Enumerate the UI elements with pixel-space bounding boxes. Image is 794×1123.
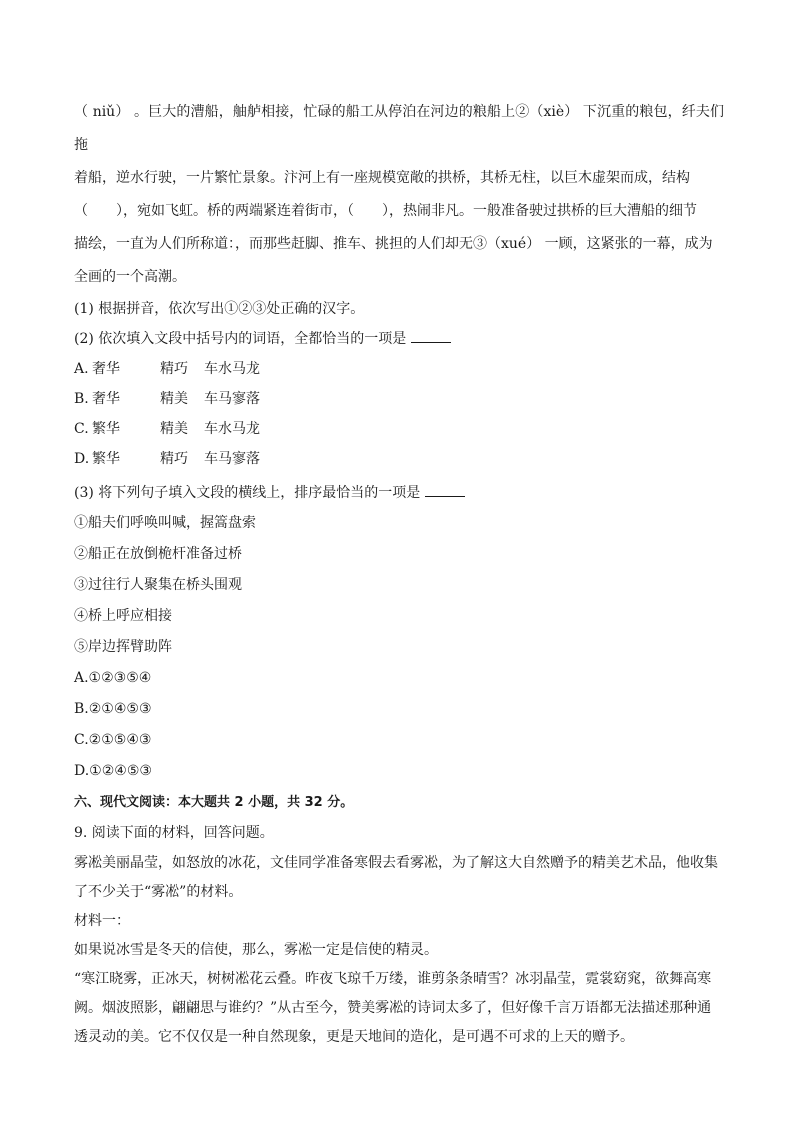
- option-b: B.②①④⑤③: [74, 701, 152, 717]
- passage-line: （ niǔ） 。巨大的漕船，舳舻相接，忙碌的船工从停泊在河边的粮船上②（xiè） 下沉重的粮包，纤夫们拖: [74, 104, 724, 153]
- question-9-intro: [74, 849, 724, 907]
- option-a: A.①②③⑤④: [74, 670, 152, 686]
- question-9-title: 9. 阅读下面的材料，回答问题。: [74, 825, 274, 841]
- option-word-2: 精美: [160, 391, 188, 407]
- option-word-1: 奢华: [92, 361, 120, 377]
- exam-page: [74, 96, 724, 1052]
- material-one: [74, 936, 724, 1052]
- passage-line: 着船，逆水行驶，一片繁忙景象。汴河上有一座规模宽敞的拱桥，其桥无柱，以巨木虚架而成，结构: [74, 170, 690, 186]
- option-word-1: 繁华: [92, 451, 120, 467]
- passage: [74, 96, 724, 294]
- material-line: “寒江晓雾，正冰天，树树凇花云叠。昨夜飞琼千万缕，谁剪条条晴雪？冰羽晶莹，霓裳窈窕，欲舞高寒: [74, 971, 712, 987]
- intro-line: 雾凇美丽晶莹，如怒放的冰花，文佳同学准备寒假去看雾凇，为了解这大自然赠予的精美艺术品，他收集: [74, 855, 718, 871]
- option-word-2: 精巧: [160, 451, 188, 467]
- option-word-2: 精巧: [160, 361, 188, 377]
- option-c: C.②①⑤④③: [74, 732, 152, 748]
- option-word-2: 精美: [160, 421, 188, 437]
- material-line: 如果说冰雪是冬天的信使，那么，雾凇一定是信使的精灵。: [74, 942, 438, 958]
- option-d: D.①②④⑤③: [74, 763, 152, 779]
- question-2-text: (2) 依次填入文段中括号内的词语，全都恰当的一项是: [74, 331, 407, 347]
- material-line: 透灵动的美。它不仅仅是一种自然现象，更是天地间的造化，是可遇不可求的上天的赠予。: [74, 1029, 634, 1045]
- passage-line: 全画的一个高潮。: [74, 269, 186, 285]
- option-a: [74, 354, 724, 384]
- option-d: [74, 444, 724, 474]
- sentence-item: ④桥上呼应相接: [74, 608, 172, 624]
- section-heading: 六、现代文阅读：本大题共 2 小题，共 32 分。: [74, 795, 354, 810]
- question-3-options: [74, 663, 724, 787]
- option-word-3: 车水马龙: [204, 421, 260, 437]
- material-line: 阙。烟波照影，翩翩思与谁约？”从古至今，赞美雾凇的诗词太多了，但好像千言万语都无法描述那种通: [74, 1000, 712, 1016]
- sentence-item: ①船夫们呼唤叫喊，握篙盘索: [74, 515, 256, 531]
- option-word-3: 车马寥落: [204, 451, 260, 467]
- question-3-sentences: [74, 508, 724, 663]
- question-2: [74, 324, 724, 354]
- material-label: 材料一：: [74, 913, 130, 929]
- answer-blank: [411, 330, 451, 343]
- passage-line: （ ），宛如飞虹。桥的两端紧连着街市，（ ），热闹非凡。一般准备驶过拱桥的巨大漕船的细节: [74, 203, 697, 219]
- question-2-options: [74, 354, 724, 474]
- option-letter: D.: [74, 451, 90, 467]
- sentence-item: ⑤岸边挥臂助阵: [74, 639, 172, 655]
- option-word-1: 繁华: [92, 421, 120, 437]
- option-word-3: 车水马龙: [204, 361, 260, 377]
- option-word-1: 奢华: [92, 391, 120, 407]
- option-letter: C.: [74, 421, 89, 437]
- sentence-item: ③过往行人聚集在桥头围观: [74, 577, 242, 593]
- sentence-item: ②船正在放倒桅杆准备过桥: [74, 546, 242, 562]
- answer-blank: [425, 484, 465, 497]
- option-b: [74, 384, 724, 414]
- question-3: [74, 478, 724, 508]
- question-1: (1) 根据拼音，依次写出①②③处正确的汉字。: [74, 301, 365, 317]
- option-word-3: 车马寥落: [204, 391, 260, 407]
- option-letter: B.: [74, 391, 89, 407]
- passage-line: 描绘，一直为人们所称道：，而那些赶脚、推车、挑担的人们却无③（xué） 一顾，这紧张的一幕，成为: [74, 236, 713, 252]
- question-3-text: (3) 将下列句子填入文段的横线上，排序最恰当的一项是: [74, 485, 421, 501]
- option-c: [74, 414, 724, 444]
- option-letter: A.: [74, 361, 89, 377]
- intro-line: 了不少关于“雾凇”的材料。: [74, 884, 243, 900]
